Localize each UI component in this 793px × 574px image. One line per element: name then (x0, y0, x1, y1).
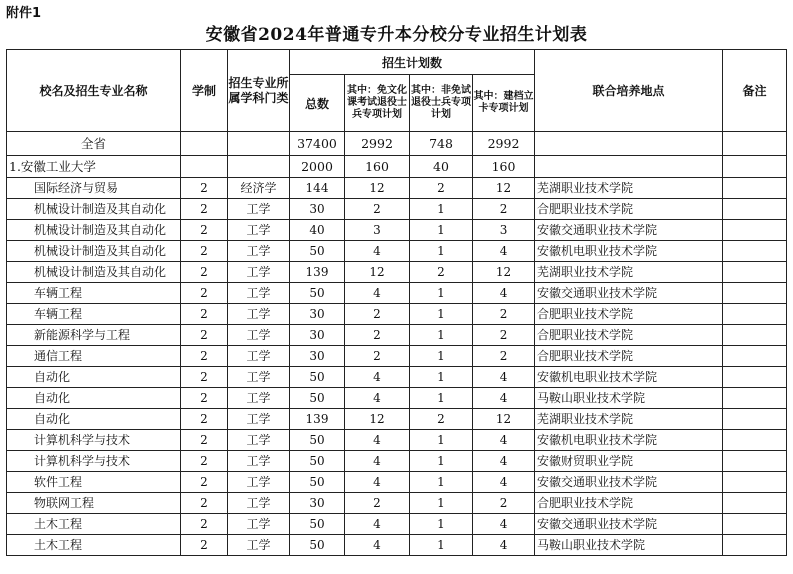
major-site: 合肥职业技术学院 (535, 199, 723, 220)
major-total: 50 (290, 241, 345, 262)
table-row (7, 472, 787, 493)
major-total: 50 (290, 535, 345, 556)
table-row (7, 535, 787, 556)
school-registered: 160 (473, 156, 535, 178)
enrollment-plan-table (6, 49, 787, 556)
major-category: 工学 (228, 367, 290, 388)
major-remark (723, 304, 787, 325)
major-remark (723, 493, 787, 514)
major-total: 30 (290, 493, 345, 514)
major-category: 工学 (228, 409, 290, 430)
major-registered: 4 (473, 241, 535, 262)
major-registered: 3 (473, 220, 535, 241)
table-row (7, 304, 787, 325)
major-site: 安徽交通职业技术学院 (535, 472, 723, 493)
major-total: 30 (290, 325, 345, 346)
major-remark (723, 451, 787, 472)
school-label: 1.安徽工业大学 (7, 156, 181, 178)
total-count: 37400 (290, 132, 345, 156)
major-registered: 2 (473, 199, 535, 220)
major-remark (723, 409, 787, 430)
major-exempt: 4 (345, 535, 410, 556)
major-duration: 2 (181, 472, 228, 493)
major-non-exempt: 1 (410, 220, 473, 241)
major-total: 40 (290, 220, 345, 241)
major-duration: 2 (181, 388, 228, 409)
major-non-exempt: 1 (410, 388, 473, 409)
header-name: 校名及招生专业名称 (7, 50, 181, 132)
major-exempt: 12 (345, 178, 410, 199)
school-total: 2000 (290, 156, 345, 178)
header-duration: 学制 (181, 50, 228, 132)
major-registered: 4 (473, 451, 535, 472)
major-non-exempt: 1 (410, 199, 473, 220)
total-category (228, 132, 290, 156)
major-site: 安徽机电职业技术学院 (535, 367, 723, 388)
table-row (7, 451, 787, 472)
major-exempt: 4 (345, 367, 410, 388)
major-category: 工学 (228, 262, 290, 283)
table-row (7, 283, 787, 304)
major-duration: 2 (181, 304, 228, 325)
major-name: 机械设计制造及其自动化 (7, 199, 181, 220)
major-category: 工学 (228, 346, 290, 367)
major-total: 50 (290, 430, 345, 451)
major-site: 合肥职业技术学院 (535, 325, 723, 346)
major-category: 工学 (228, 472, 290, 493)
major-exempt: 2 (345, 199, 410, 220)
major-duration: 2 (181, 346, 228, 367)
school-site (535, 156, 723, 178)
major-registered: 2 (473, 304, 535, 325)
header-plan: 招生计划数 (290, 50, 535, 75)
major-site: 安徽交通职业技术学院 (535, 514, 723, 535)
major-duration: 2 (181, 325, 228, 346)
major-registered: 12 (473, 262, 535, 283)
major-total: 139 (290, 262, 345, 283)
school-duration (181, 156, 228, 178)
table-row (7, 493, 787, 514)
table-row (7, 409, 787, 430)
total-non-exempt: 748 (410, 132, 473, 156)
major-category: 工学 (228, 430, 290, 451)
major-duration: 2 (181, 514, 228, 535)
major-exempt: 12 (345, 262, 410, 283)
major-exempt: 4 (345, 241, 410, 262)
major-name: 自动化 (7, 388, 181, 409)
major-duration: 2 (181, 220, 228, 241)
major-name: 机械设计制造及其自动化 (7, 241, 181, 262)
major-non-exempt: 2 (410, 178, 473, 199)
major-exempt: 4 (345, 514, 410, 535)
major-site: 合肥职业技术学院 (535, 304, 723, 325)
major-non-exempt: 1 (410, 304, 473, 325)
major-registered: 4 (473, 367, 535, 388)
major-duration: 2 (181, 241, 228, 262)
total-label: 全省 (7, 132, 181, 156)
header-non-exempt: 其中：非免试退役士兵专项计划 (410, 75, 473, 132)
major-non-exempt: 1 (410, 346, 473, 367)
school-remark (723, 156, 787, 178)
total-duration (181, 132, 228, 156)
major-category: 工学 (228, 283, 290, 304)
major-name: 车辆工程 (7, 283, 181, 304)
major-exempt: 2 (345, 493, 410, 514)
major-remark (723, 178, 787, 199)
table-row (7, 325, 787, 346)
major-registered: 2 (473, 346, 535, 367)
major-total: 30 (290, 346, 345, 367)
major-name: 机械设计制造及其自动化 (7, 262, 181, 283)
major-registered: 4 (473, 535, 535, 556)
header-category: 招生专业所属学科门类 (228, 50, 290, 132)
major-non-exempt: 1 (410, 430, 473, 451)
school-exempt: 160 (345, 156, 410, 178)
major-remark (723, 514, 787, 535)
school-non-exempt: 40 (410, 156, 473, 178)
major-non-exempt: 1 (410, 241, 473, 262)
major-duration: 2 (181, 262, 228, 283)
school-category (228, 156, 290, 178)
table-row (7, 388, 787, 409)
table-row (7, 241, 787, 262)
major-registered: 12 (473, 178, 535, 199)
header-exempt: 其中：免文化课考试退役士兵专项计划 (345, 75, 410, 132)
major-site: 安徽交通职业技术学院 (535, 220, 723, 241)
header-remark: 备注 (723, 50, 787, 132)
school-row (7, 156, 787, 178)
major-name: 计算机科学与技术 (7, 430, 181, 451)
major-non-exempt: 1 (410, 493, 473, 514)
major-category: 工学 (228, 451, 290, 472)
major-total: 50 (290, 283, 345, 304)
table-row (7, 346, 787, 367)
major-non-exempt: 1 (410, 514, 473, 535)
major-non-exempt: 1 (410, 367, 473, 388)
major-non-exempt: 2 (410, 409, 473, 430)
major-site: 芜湖职业技术学院 (535, 262, 723, 283)
major-remark (723, 220, 787, 241)
major-duration: 2 (181, 178, 228, 199)
page-title: 安徽省2024年普通专升本分校分专业招生计划表 (205, 25, 588, 45)
major-non-exempt: 1 (410, 325, 473, 346)
major-remark (723, 430, 787, 451)
major-registered: 4 (473, 388, 535, 409)
major-name: 通信工程 (7, 346, 181, 367)
header-site: 联合培养地点 (535, 50, 723, 132)
major-total: 30 (290, 304, 345, 325)
major-remark (723, 325, 787, 346)
major-registered: 4 (473, 283, 535, 304)
major-registered: 12 (473, 409, 535, 430)
major-non-exempt: 1 (410, 283, 473, 304)
major-non-exempt: 1 (410, 535, 473, 556)
table-row (7, 430, 787, 451)
major-remark (723, 367, 787, 388)
major-category: 工学 (228, 220, 290, 241)
major-exempt: 4 (345, 472, 410, 493)
major-exempt: 4 (345, 388, 410, 409)
major-name: 机械设计制造及其自动化 (7, 220, 181, 241)
major-non-exempt: 1 (410, 451, 473, 472)
total-exempt: 2992 (345, 132, 410, 156)
major-total: 50 (290, 388, 345, 409)
major-exempt: 2 (345, 346, 410, 367)
major-exempt: 4 (345, 451, 410, 472)
major-duration: 2 (181, 367, 228, 388)
major-category: 工学 (228, 535, 290, 556)
major-duration: 2 (181, 283, 228, 304)
total-registered: 2992 (473, 132, 535, 156)
major-registered: 4 (473, 514, 535, 535)
major-exempt: 2 (345, 325, 410, 346)
major-remark (723, 199, 787, 220)
major-site: 安徽机电职业技术学院 (535, 430, 723, 451)
major-duration: 2 (181, 493, 228, 514)
major-non-exempt: 2 (410, 262, 473, 283)
major-total: 50 (290, 367, 345, 388)
major-name: 国际经济与贸易 (7, 178, 181, 199)
major-category: 工学 (228, 388, 290, 409)
major-name: 土木工程 (7, 535, 181, 556)
major-name: 计算机科学与技术 (7, 451, 181, 472)
major-registered: 4 (473, 430, 535, 451)
table-row (7, 367, 787, 388)
major-exempt: 12 (345, 409, 410, 430)
table-row (7, 199, 787, 220)
total-remark (723, 132, 787, 156)
major-total: 50 (290, 472, 345, 493)
major-name: 自动化 (7, 367, 181, 388)
major-site: 安徽财贸职业学院 (535, 451, 723, 472)
major-site: 芜湖职业技术学院 (535, 409, 723, 430)
major-registered: 4 (473, 472, 535, 493)
major-site: 安徽交通职业技术学院 (535, 283, 723, 304)
major-name: 自动化 (7, 409, 181, 430)
major-total: 144 (290, 178, 345, 199)
major-category: 工学 (228, 199, 290, 220)
major-site: 合肥职业技术学院 (535, 493, 723, 514)
major-site: 马鞍山职业技术学院 (535, 535, 723, 556)
major-remark (723, 241, 787, 262)
major-name: 土木工程 (7, 514, 181, 535)
major-category: 经济学 (228, 178, 290, 199)
total-site (535, 132, 723, 156)
major-exempt: 3 (345, 220, 410, 241)
major-remark (723, 535, 787, 556)
major-category: 工学 (228, 493, 290, 514)
attachment-label: 附件1 (6, 6, 42, 21)
major-site: 马鞍山职业技术学院 (535, 388, 723, 409)
major-name: 物联网工程 (7, 493, 181, 514)
major-remark (723, 388, 787, 409)
major-registered: 2 (473, 493, 535, 514)
major-total: 50 (290, 514, 345, 535)
major-remark (723, 346, 787, 367)
major-name: 车辆工程 (7, 304, 181, 325)
table-row (7, 220, 787, 241)
major-registered: 2 (473, 325, 535, 346)
major-name: 软件工程 (7, 472, 181, 493)
major-category: 工学 (228, 241, 290, 262)
major-duration: 2 (181, 535, 228, 556)
major-site: 合肥职业技术学院 (535, 346, 723, 367)
major-duration: 2 (181, 409, 228, 430)
major-category: 工学 (228, 514, 290, 535)
major-remark (723, 283, 787, 304)
major-total: 139 (290, 409, 345, 430)
major-site: 芜湖职业技术学院 (535, 178, 723, 199)
major-category: 工学 (228, 304, 290, 325)
major-name: 新能源科学与工程 (7, 325, 181, 346)
table-row (7, 262, 787, 283)
header-registered: 其中：建档立卡专项计划 (473, 75, 535, 132)
table-row (7, 514, 787, 535)
major-exempt: 2 (345, 304, 410, 325)
major-site: 安徽机电职业技术学院 (535, 241, 723, 262)
header-total: 总数 (290, 75, 345, 132)
major-remark (723, 472, 787, 493)
major-total: 30 (290, 199, 345, 220)
major-remark (723, 262, 787, 283)
major-total: 50 (290, 451, 345, 472)
major-duration: 2 (181, 199, 228, 220)
province-total-row (7, 132, 787, 156)
major-category: 工学 (228, 325, 290, 346)
table-row (7, 178, 787, 199)
major-non-exempt: 1 (410, 472, 473, 493)
major-exempt: 4 (345, 430, 410, 451)
major-duration: 2 (181, 430, 228, 451)
major-exempt: 4 (345, 283, 410, 304)
major-duration: 2 (181, 451, 228, 472)
